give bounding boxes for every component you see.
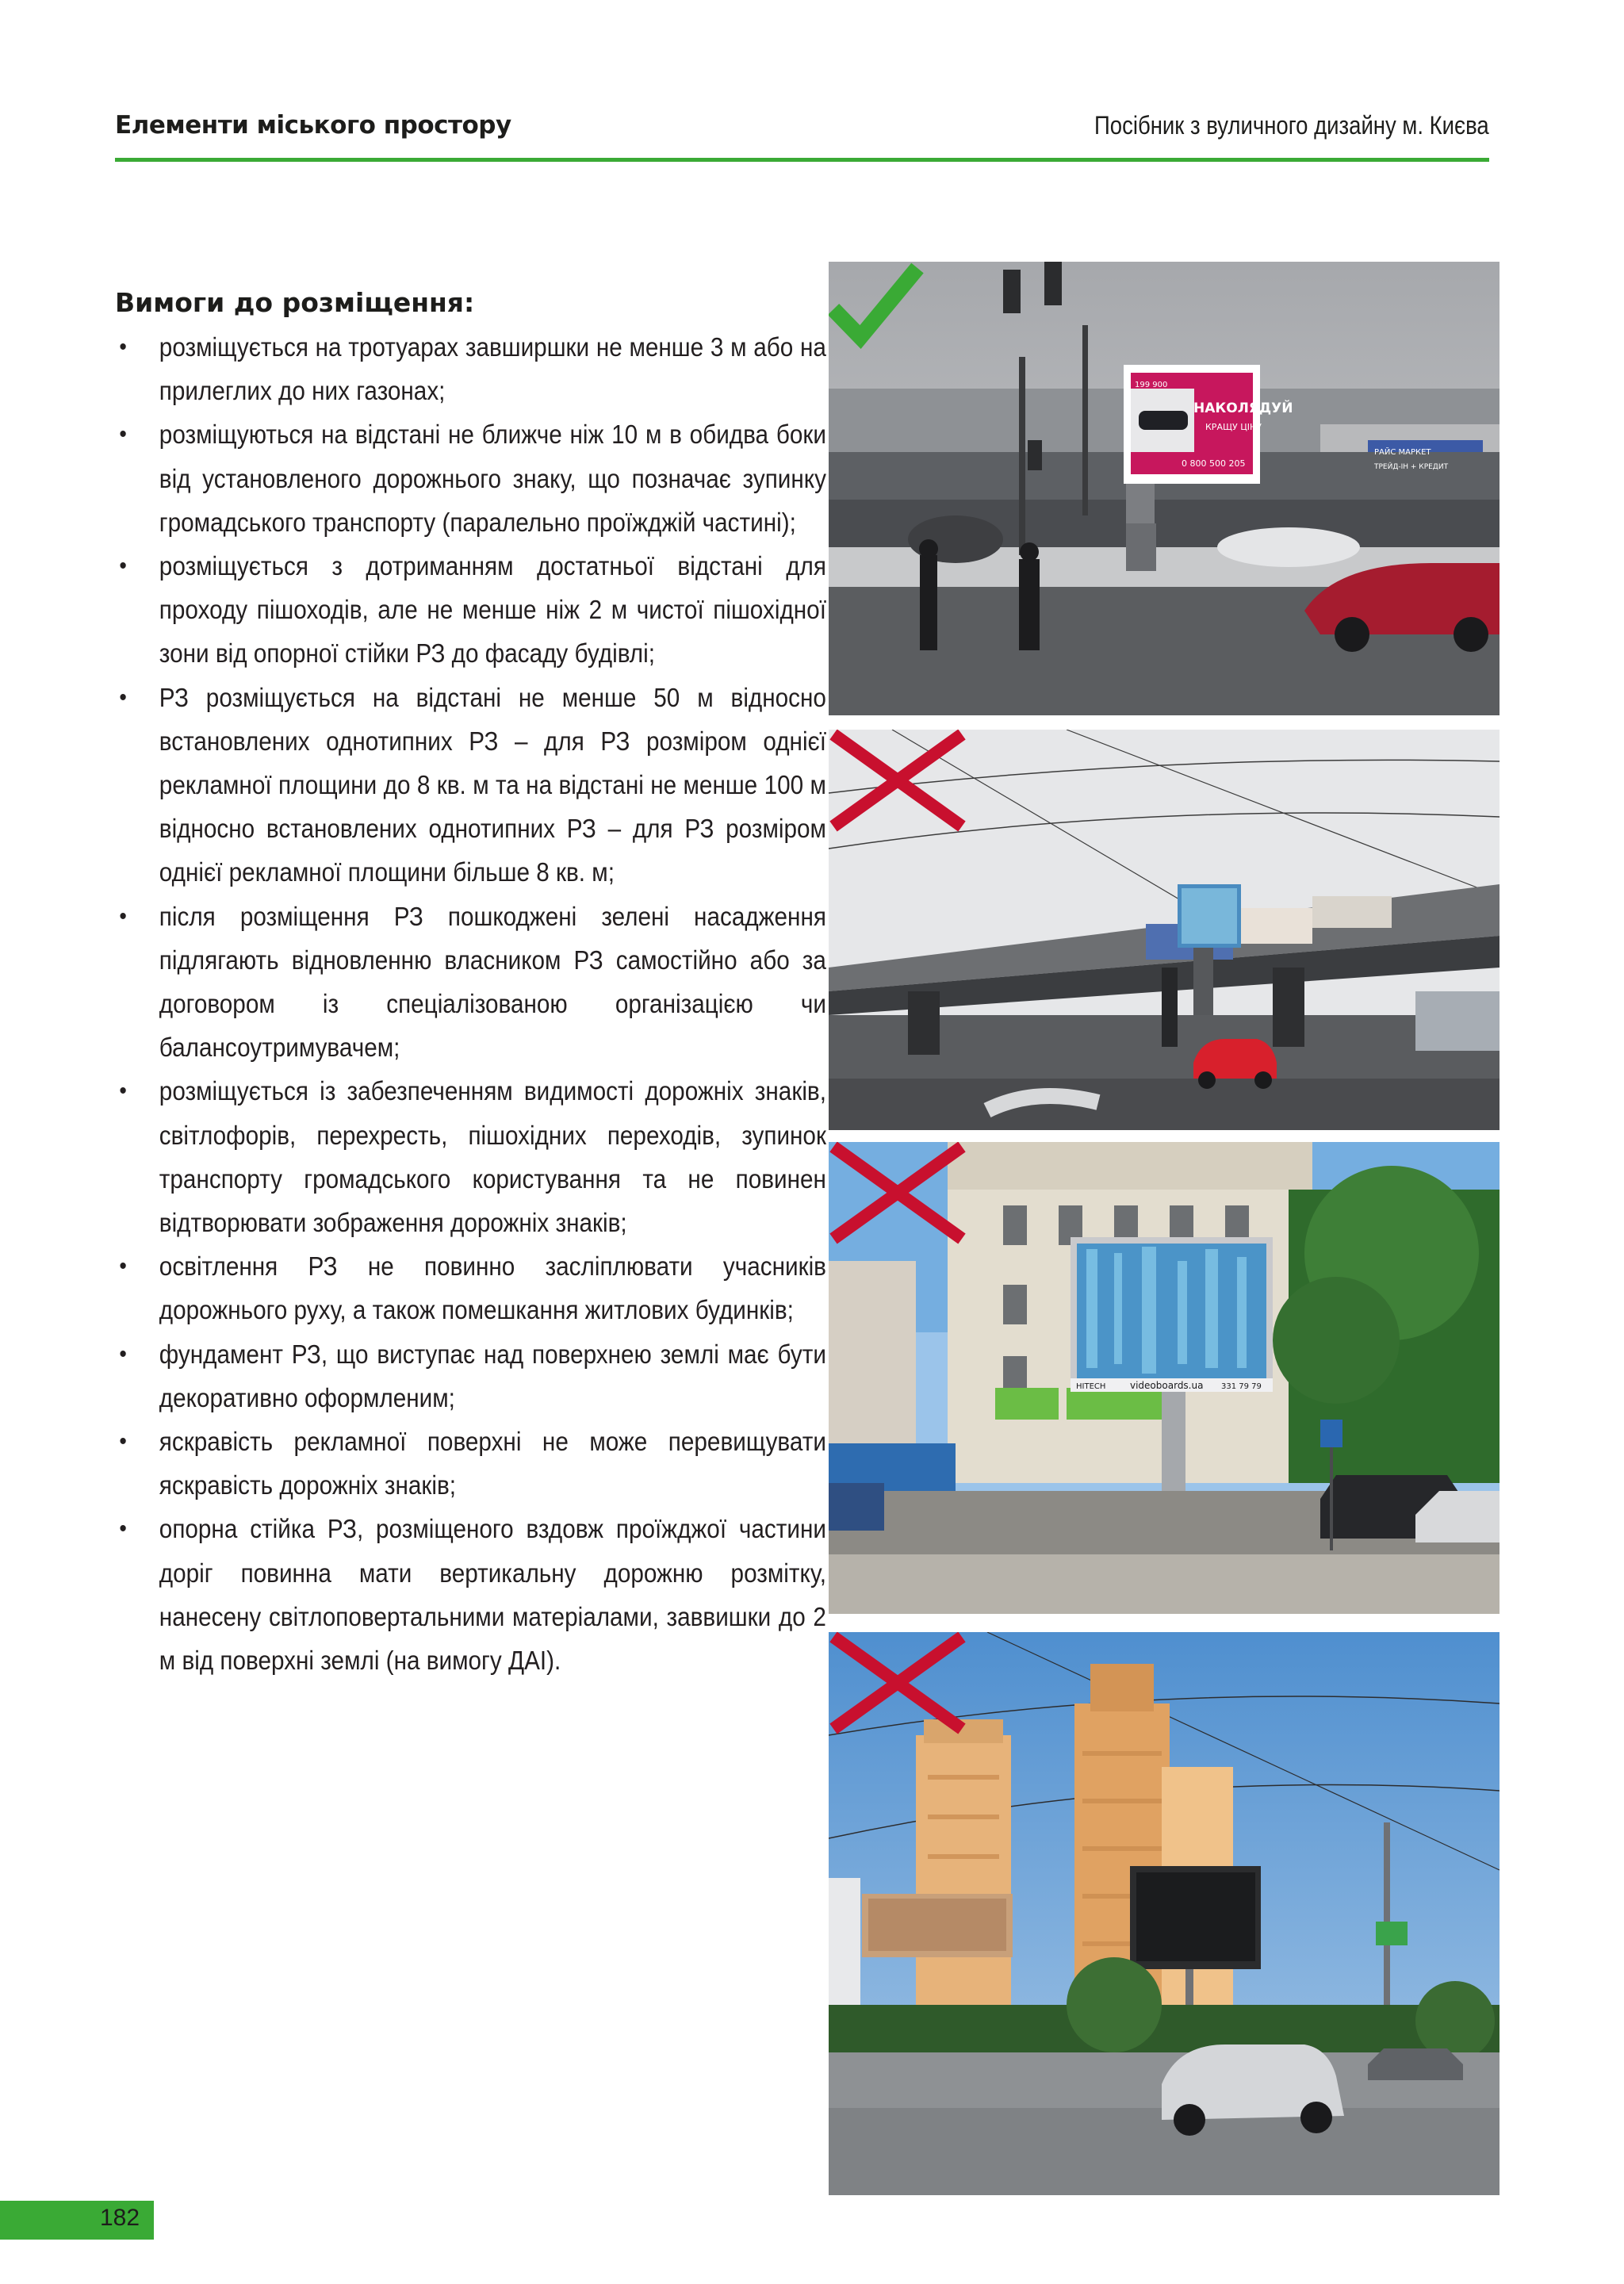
- bullet-icon: •: [119, 1340, 127, 1367]
- bullet-icon: •: [119, 1516, 127, 1542]
- photo-intersection-billboard: [829, 1632, 1500, 2195]
- list-item: [115, 895, 826, 1070]
- photo-correct-placement: [829, 262, 1500, 715]
- bullet-icon: •: [119, 334, 127, 360]
- list-item-text: фундамент РЗ, що виступає над поверхнею землі має бути декоративно оформленим;: [159, 1339, 826, 1412]
- photo-incorrect-placement-building: [829, 1142, 1500, 1614]
- billboard-text: КРАЩУ ЦІНУ: [1205, 422, 1262, 432]
- list-item: [115, 325, 826, 412]
- sign-text: ТРЕЙД-ІН + КРЕДИТ: [1374, 463, 1449, 471]
- list-item-text: РЗ розміщується на відстані не менше 50 м відносно встановлених однотипних РЗ – для РЗ розміром однієї рекламної площини до 8 кв. м та на відстані не менше 100 м відносно встановлених однотипних РЗ – для РЗ розміром однієї рекламної площини більше 8 кв. м;: [159, 682, 826, 887]
- sign-text: РАЙС МАРКЕТ: [1374, 448, 1431, 457]
- list-item: [115, 1244, 826, 1332]
- list-item: [115, 676, 826, 895]
- list-item-text: яскравість рекламної поверхні не може перевищувати яскравість дорожніх знаків;: [159, 1427, 826, 1500]
- list-item-text: опорна стійка РЗ, розміщеного вздовж проїжджої частини доріг повинна мати вертикальну дорожню розмітку, нанесену світлоповертальними матеріалами, заввишки до 2 м від поверхні землі (на вимогу ДАІ).: [159, 1514, 826, 1676]
- list-item: [115, 1332, 826, 1420]
- list-item: [115, 544, 826, 676]
- requirements-list: [115, 325, 826, 1682]
- billboard-text: 0 800 500 205: [1182, 458, 1246, 469]
- billboard-text: 331 79 79: [1221, 1382, 1262, 1391]
- list-item-text: розміщуються на відстані не ближче ніж 10 м в обидва боки від установленого дорожнього знаку, що позначає зупинку громадського транспорту (паралельно проїжджій частині);: [159, 420, 826, 537]
- list-item: [115, 1069, 826, 1244]
- list-item-text: після розміщення РЗ пошкоджені зелені насадження підлягають відновленню власником РЗ самостійно або за договором із спеціалізованою організацією чи балансоутримувачем;: [159, 901, 826, 1063]
- photo-incorrect-placement-intersection: [829, 1632, 1500, 2195]
- photo-incorrect-placement-bridge: [829, 730, 1500, 1130]
- list-item: [115, 1507, 826, 1682]
- billboard-text: НАКОЛЯДУЙ: [1193, 400, 1293, 416]
- guide-title: Посібник з вуличного дизайну м. Києва: [1094, 111, 1489, 140]
- header-divider: [115, 158, 1489, 162]
- bullet-icon: •: [119, 902, 127, 929]
- requirements-title: Вимоги до розміщення:: [115, 287, 475, 318]
- list-item-text: розміщується з дотриманням достатньої відстані для проходу пішоходів, але не менше ніж 2 м чистої пішохідної зони від опорної стійки РЗ до фасаду будівлі;: [159, 551, 826, 669]
- photo-bridge-billboard: [829, 730, 1500, 1130]
- billboard-text: 199 900: [1135, 381, 1168, 389]
- section-title: Елементи міського простору: [115, 111, 511, 140]
- billboard-text: videoboards.ua: [1130, 1380, 1204, 1391]
- bullet-icon: •: [119, 553, 127, 580]
- billboard-text: HITECH: [1076, 1382, 1106, 1391]
- photo-building-billboard: [829, 1142, 1500, 1614]
- photo-street-billboard: [829, 262, 1500, 715]
- bullet-icon: •: [119, 1078, 127, 1105]
- list-item: [115, 412, 826, 544]
- list-item-text: розміщується із забезпеченням видимості дорожніх знаків, світлофорів, перехресть, пішохідних переходів, зупинок транспорту громадського користування та не повинен відтворювати зображення дорожніх знаків;: [159, 1076, 826, 1238]
- page-number: 182: [100, 2205, 140, 2231]
- list-item-text: освітлення РЗ не повинно засліплювати учасників дорожнього руху, а також помешкання житлових будинків;: [159, 1251, 826, 1325]
- list-item-text: розміщується на тротуарах завширшки не менше 3 м або на прилеглих до них газонах;: [159, 332, 826, 406]
- list-item: [115, 1420, 826, 1507]
- bullet-icon: •: [119, 421, 127, 448]
- bullet-icon: •: [119, 684, 127, 711]
- bullet-icon: •: [119, 1253, 127, 1280]
- bullet-icon: •: [119, 1428, 127, 1455]
